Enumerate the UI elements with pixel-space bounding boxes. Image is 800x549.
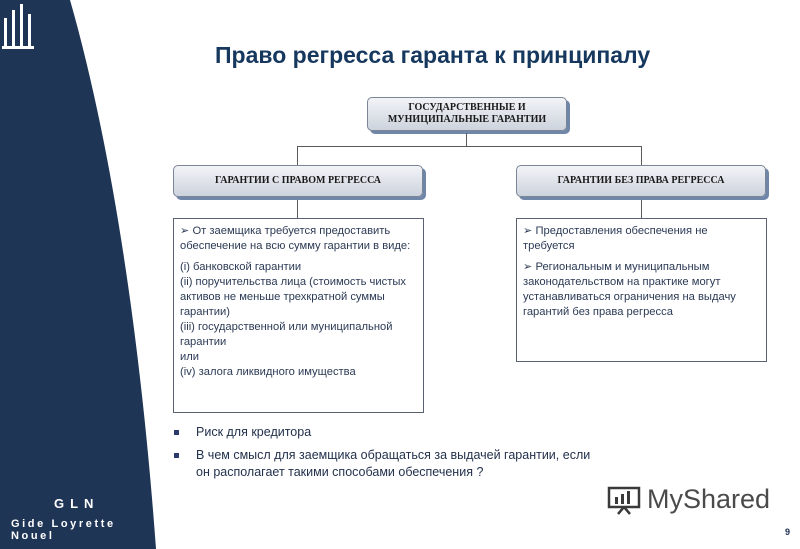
page-number: 9	[785, 527, 791, 537]
square-bullet-icon	[174, 453, 179, 458]
box-with-recourse	[173, 165, 423, 197]
right-item-2: ➢ Региональным и муниципальным законодательством на практике могут устанавливаться ограничения на выдачу гарантий без права регресса	[523, 261, 736, 318]
left-item-3: (iii) государственной или муниципальной гарантии	[180, 321, 393, 348]
left-item-or: или	[180, 351, 200, 363]
box-top-label: ГОСУДАРСТВЕННЫЕ И МУНИЦИПАЛЬНЫЕ ГАРАНТИИ	[387, 102, 547, 125]
box-without-recourse	[516, 165, 766, 197]
gln-logo-icon	[0, 0, 40, 52]
content-box-without-recourse	[516, 218, 767, 362]
arrow-bullet-icon: ➢	[523, 261, 533, 273]
connector-top	[466, 133, 467, 146]
left-item-4: (iv) залога ликвидного имущества	[180, 366, 356, 378]
box-left-label: ГАРАНТИИ С ПРАВОМ РЕГРЕССА	[214, 175, 382, 186]
content-box-with-recourse	[173, 218, 424, 413]
page-title: Право регресса гаранта к принципалу	[215, 42, 651, 68]
right-item-1: ➢ Предоставления обеспечения не требуется	[523, 225, 708, 252]
left-lead: ➢ От заемщика требуется предоставить обеспечение на всю сумму гарантии в виде:	[180, 225, 411, 252]
sidebar-shape	[0, 0, 160, 549]
square-bullet-icon	[174, 430, 179, 435]
arrow-bullet-icon: ➢	[180, 225, 190, 237]
bullet-creditor-risk: Риск для кредитора	[174, 424, 591, 441]
myshared-watermark	[607, 484, 770, 515]
bullet-borrower-question: В чем смысл для заемщика обращаться за выдачей гарантии, если он располагает такими способами обеспечения ?	[174, 447, 591, 481]
box-right-label: ГАРАНТИИ БЕЗ ПРАВА РЕГРЕССА	[557, 175, 725, 186]
connector-horizontal	[297, 146, 641, 147]
presentation-board-icon	[607, 485, 641, 515]
left-item-1: (i) банковской гарантии	[180, 261, 302, 273]
sidebar-panel	[0, 0, 160, 549]
connector-left-content	[297, 197, 298, 218]
connector-right-down	[641, 146, 642, 165]
watermark-text: MyShared	[647, 484, 771, 514]
bottom-bullets	[174, 424, 591, 487]
logo-firm-name: Gide Loyrette Nouel	[11, 518, 116, 542]
connector-right-content	[641, 197, 642, 218]
box-state-municipal-guarantees	[367, 97, 567, 131]
connector-left-down	[297, 146, 298, 165]
left-item-2: (ii) поручительства лица (стоимость чистых активов не меньше трехкратной суммы гарантии)	[180, 276, 406, 318]
arrow-bullet-icon: ➢	[523, 225, 533, 237]
logo-short: GLN	[54, 496, 100, 511]
